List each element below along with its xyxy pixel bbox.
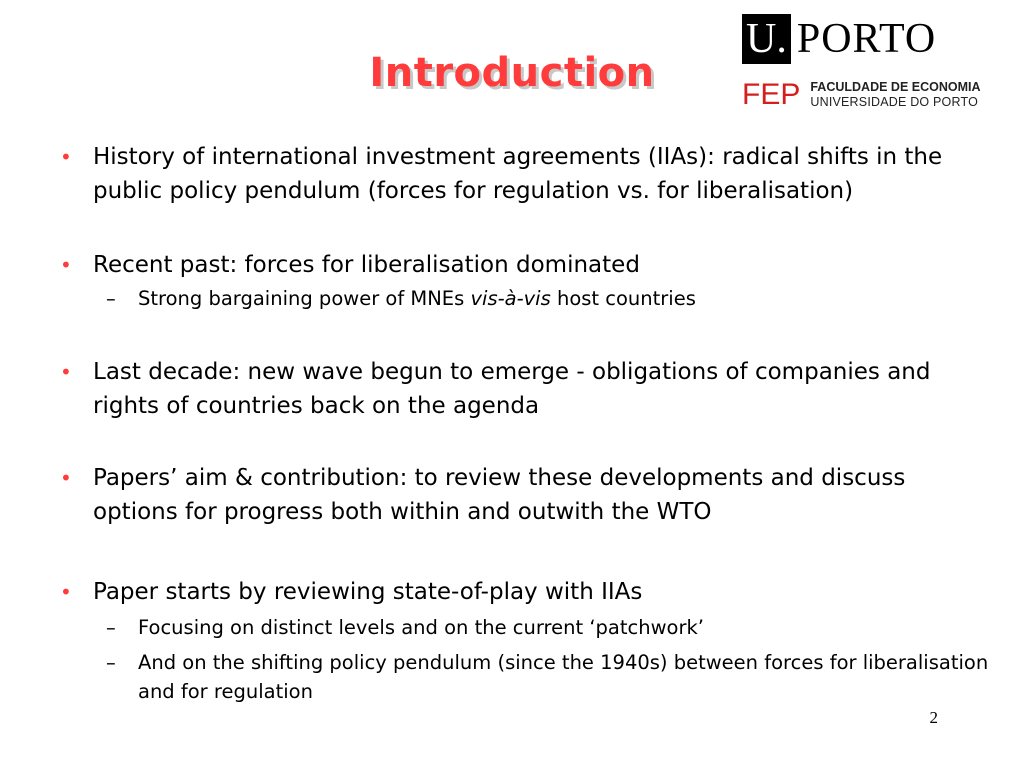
dash-icon: – <box>106 651 116 674</box>
bullet-text: Papers’ aim & contribution: to review these developments and discuss options for progress both within and outwith the WTO <box>93 465 906 525</box>
sub-bullet-item <box>60 284 990 313</box>
bullet-text: Paper starts by reviewing state-of-play with IIAs <box>93 579 643 605</box>
sub-bullet-item <box>60 613 990 642</box>
dash-icon: – <box>106 616 116 639</box>
bullet-text: Recent past: forces for liberalisation dominated <box>93 252 640 278</box>
sub-bullet-item <box>60 648 990 706</box>
bullet-icon: • <box>60 360 72 384</box>
logo-porto-text: PORTO <box>796 16 937 62</box>
dash-icon: – <box>106 287 116 310</box>
bullet-item <box>60 140 990 208</box>
bullet-icon: • <box>60 253 72 277</box>
bullet-text: History of international investment agreements (IIAs): radical shifts in the public policy pendulum (forces for regulation vs. for liberalisation) <box>93 144 943 204</box>
logo-fep-text: FEP <box>742 78 801 111</box>
logo-u-mark: U. <box>742 14 791 64</box>
bullet-icon: • <box>60 466 72 490</box>
logo-faculty-text <box>810 80 980 110</box>
logo-faculty-line1: FACULDADE DE ECONOMIA <box>810 80 981 94</box>
sub-bullet-text-part: Strong bargaining power of MNEs <box>138 287 471 310</box>
slide-title: Introduction <box>369 50 655 96</box>
bullet-icon: • <box>60 580 72 604</box>
sub-bullet-text: And on the shifting policy pendulum (since the 1940s) between forces for liberalisation and for regulation <box>138 651 989 703</box>
bullet-text: Last decade: new wave begun to emerge - obligations of companies and rights of countries back on the agenda <box>93 359 931 419</box>
bullet-item <box>60 461 990 529</box>
university-logo <box>736 8 1000 114</box>
bullet-item <box>60 575 990 609</box>
bullet-icon: • <box>60 145 72 169</box>
bullet-item <box>60 248 990 282</box>
sub-bullet-italic: vis-à-vis <box>470 287 551 310</box>
page-number: 2 <box>929 708 938 727</box>
logo-bottom-row <box>742 78 981 112</box>
logo-faculty-line2: UNIVERSIDADE DO PORTO <box>810 95 979 109</box>
slide-content <box>60 140 990 706</box>
logo-top-row <box>742 14 936 64</box>
bullet-item <box>60 355 990 423</box>
sub-bullet-text-part: host countries <box>550 287 696 310</box>
sub-bullet-text: Focusing on distinct levels and on the current ‘patchwork’ <box>138 616 704 639</box>
